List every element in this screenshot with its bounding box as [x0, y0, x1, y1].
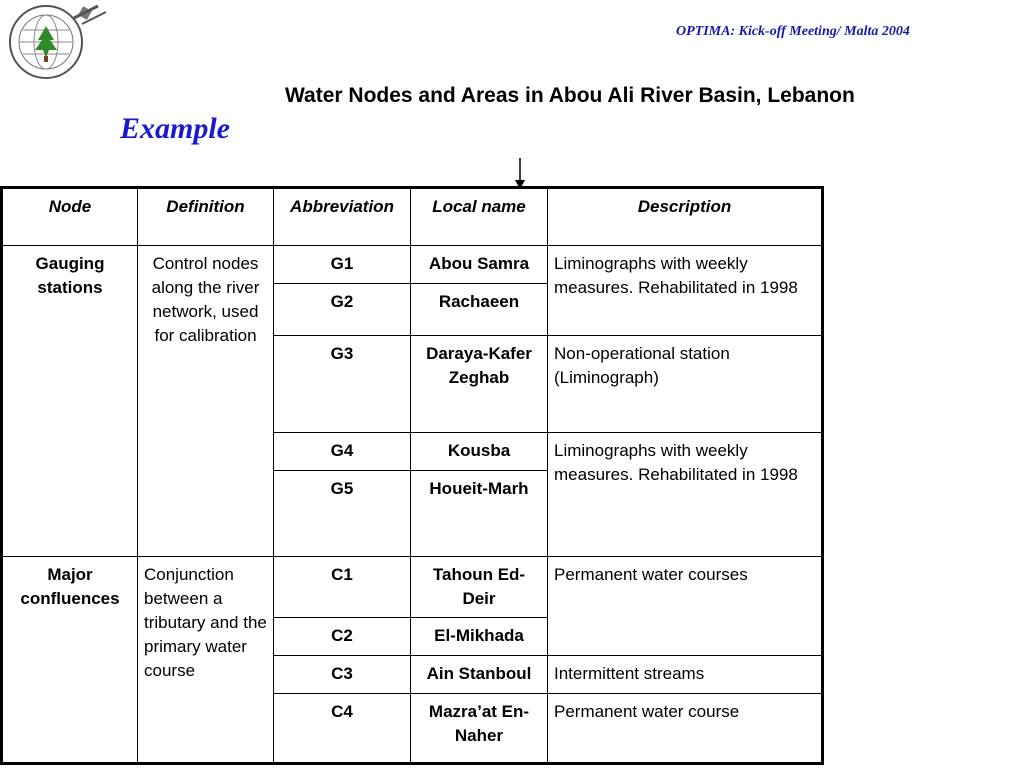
abbreviation-cell: G2	[274, 284, 411, 336]
local-name-cell: Houeit-Marh	[411, 471, 548, 557]
local-name-cell: Abou Samra	[411, 246, 548, 284]
description-cell: Liminographs with weekly measures. Rehabilitated in 1998	[548, 246, 823, 336]
local-name-cell: Tahoun Ed-Deir	[411, 557, 548, 618]
node-cell: Major confluences	[2, 557, 138, 764]
description-cell: Liminographs with weekly measures. Rehabilitated in 1998	[548, 433, 823, 557]
table-header-row	[2, 188, 823, 246]
local-name-cell: Rachaeen	[411, 284, 548, 336]
page-title: Water Nodes and Areas in Abou Ali River Basin, Lebanon	[285, 84, 855, 107]
description-cell: Intermittent streams	[548, 656, 823, 694]
header-description: Description	[548, 188, 823, 246]
abbreviation-cell: G4	[274, 433, 411, 471]
abbreviation-cell: C1	[274, 557, 411, 618]
local-name-cell: Mazra’at En-Naher	[411, 694, 548, 764]
header-definition: Definition	[138, 188, 274, 246]
definition-cell: Control nodes along the river network, used for calibration	[138, 246, 274, 557]
abbreviation-cell: C4	[274, 694, 411, 764]
meeting-note: OPTIMA: Kick-off Meeting/ Malta 2004	[676, 24, 910, 39]
abbreviation-cell: G1	[274, 246, 411, 284]
table-row	[2, 557, 823, 618]
description-cell: Non-operational station (Liminograph)	[548, 336, 823, 433]
header-abbreviation: Abbreviation	[274, 188, 411, 246]
description-cell: Permanent water course	[548, 694, 823, 764]
node-cell: Gauging stations	[2, 246, 138, 557]
abbreviation-cell: C3	[274, 656, 411, 694]
header-node: Node	[2, 188, 138, 246]
abbreviation-cell: C2	[274, 618, 411, 656]
description-cell: Permanent water courses	[548, 557, 823, 656]
national-center-remote-sensing-logo	[2, 2, 114, 82]
example-subtitle: Example	[120, 112, 230, 145]
abbreviation-cell: G3	[274, 336, 411, 433]
water-nodes-table	[0, 186, 824, 765]
local-name-cell: Daraya-Kafer Zeghab	[411, 336, 548, 433]
definition-cell: Conjunction between a tributary and the primary water course	[138, 557, 274, 764]
table-row	[2, 246, 823, 284]
local-name-cell: El-Mikhada	[411, 618, 548, 656]
abbreviation-cell: G5	[274, 471, 411, 557]
local-name-cell: Ain Stanboul	[411, 656, 548, 694]
header-local-name: Local name	[411, 188, 548, 246]
local-name-cell: Kousba	[411, 433, 548, 471]
